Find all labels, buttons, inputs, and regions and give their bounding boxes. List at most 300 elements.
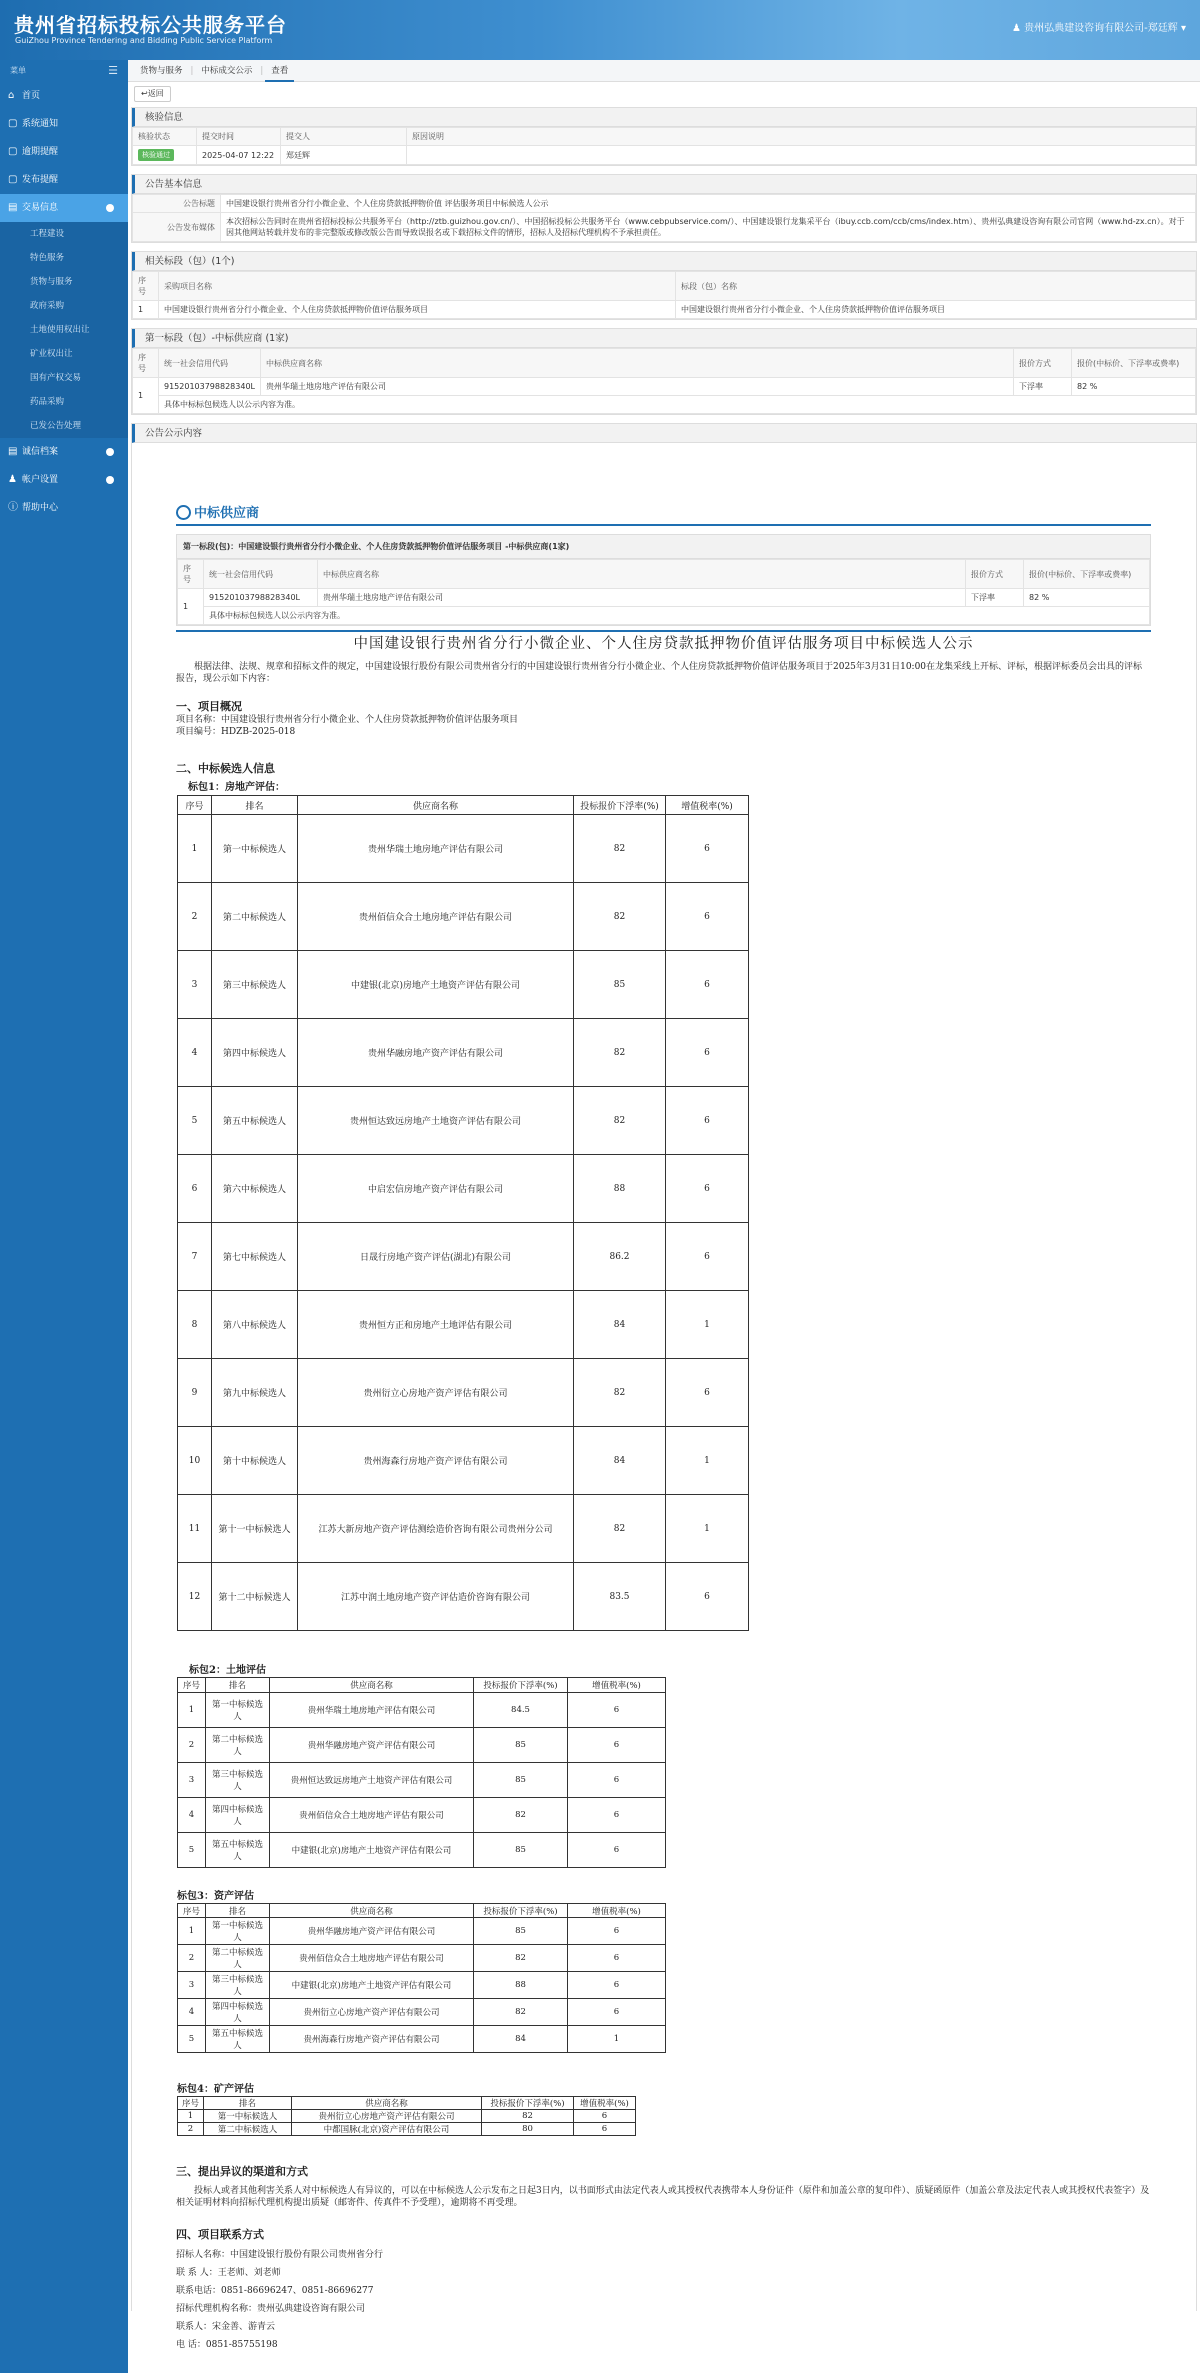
inner-winner-box <box>176 534 1151 626</box>
table-cell: 第三中标候选人 <box>206 1763 270 1798</box>
table-cell: 6 <box>666 1359 749 1427</box>
table-cell: 第五中标候选人 <box>206 2026 270 2053</box>
announcement-title: 中国建设银行贵州省分行小微企业、个人住房贷款抵押物价值 评估服务项目中标候选人公示 <box>221 195 1196 213</box>
table-cell: 6 <box>178 1155 212 1223</box>
candidates-section <box>176 760 1151 793</box>
table-cell: 1 <box>178 1693 206 1728</box>
monitor-icon: ▢ <box>8 146 18 157</box>
user-icon: ♟ <box>8 474 17 485</box>
table-cell: 贵州海森行房地产资产评估有限公司 <box>298 1427 574 1495</box>
package-title: 标包3：资产评估 <box>177 1891 254 1902</box>
table-cell: 1 <box>568 2026 666 2053</box>
table-cell: 第四中标候选人 <box>206 1798 270 1833</box>
table-row <box>178 1728 666 1763</box>
col-header: 采购项目名称 <box>159 272 676 301</box>
col-header: 排名 <box>206 1678 270 1693</box>
table-cell: 第一中标候选人 <box>206 1918 270 1945</box>
table-row <box>178 1693 666 1728</box>
sidebar-item-help[interactable] <box>0 494 128 522</box>
table-cell: 贵州华瑞土地房地产评估有限公司 <box>298 815 574 883</box>
table-cell: 中国建设银行贵州省分行小微企业、个人住房贷款抵押物价值评估服务项目 <box>676 301 1196 319</box>
table-cell: 贵州华融房地产资产评估有限公司 <box>270 1728 474 1763</box>
sidebar-sub-goods[interactable]: 货物与服务 <box>0 270 128 294</box>
sidebar-item-label: 逾期提醒 <box>22 147 59 157</box>
project-name: 项目名称：中国建设银行贵州省分行小微企业、个人住房贷款抵押物价值评估服务项目 <box>176 715 519 725</box>
menu-toggle-icon[interactable]: ☰ <box>108 64 118 77</box>
table-cell: 5 <box>178 2026 206 2053</box>
table-cell: 3 <box>178 1972 206 1999</box>
table-row <box>178 1359 749 1427</box>
expand-dot-icon <box>106 204 114 212</box>
table-row <box>178 1798 666 1833</box>
winner-table <box>132 348 1196 414</box>
platform-subtitle: GuiZhou Province Tendering and Bidding Public Service Platform <box>15 36 273 45</box>
table-cell: 86.2 <box>574 1223 666 1291</box>
sidebar-item-credit[interactable] <box>0 438 128 466</box>
table-cell: 第一中标候选人 <box>204 2110 292 2123</box>
package1-table <box>177 795 749 1631</box>
sidebar-item-trade[interactable] <box>0 194 128 222</box>
package-title: 标包1：房地产评估： <box>188 782 285 793</box>
col-header: 投标报价下浮率(%) <box>574 796 666 815</box>
table-cell: 第三中标候选人 <box>212 951 298 1019</box>
user-menu[interactable] <box>1012 19 1186 34</box>
review-panel <box>131 107 1197 166</box>
table-cell: 贵州华融房地产资产评估有限公司 <box>270 1918 474 1945</box>
table-cell: 第五中标候选人 <box>212 1087 298 1155</box>
caret-down-icon: ▾ <box>1180 23 1186 34</box>
table-cell: 1 <box>666 1291 749 1359</box>
table-cell: 贵州衍立心房地产资产评估有限公司 <box>292 2110 482 2123</box>
table-cell: 贵州华瑞土地房地产评估有限公司 <box>318 589 966 607</box>
col-header: 报价(中标价、下浮率或费率) <box>1072 349 1196 378</box>
table-cell: 6 <box>574 2110 636 2123</box>
col-header: 序号 <box>133 349 159 378</box>
divider <box>176 524 1151 526</box>
table-cell: 91520103798828340L <box>159 378 261 396</box>
table-row <box>178 1972 666 1999</box>
table-cell: 第十一中标候选人 <box>212 1495 298 1563</box>
intro-text: 根据法律、法规、规章和招标文件的规定，中国建设银行股份有限公司贵州省分行的中国建设银行贵州省分行小微企业、个人住房贷款抵押物价值评估服务项目于2025年3月31日10:00在龙集采线上开标、评标，根据评标委员会出具的评标报告，现公示如下内容： <box>176 662 1143 684</box>
review-table <box>132 127 1196 165</box>
table-cell: 9 <box>178 1359 212 1427</box>
package-title: 标包2：土地评估 <box>189 1665 266 1676</box>
table-cell: 江苏大新房地产资产评估测绘造价咨询有限公司贵州分公司 <box>298 1495 574 1563</box>
sidebar-item-publish[interactable] <box>0 166 128 194</box>
sidebar-item-home[interactable] <box>0 82 128 110</box>
archive-icon: ▤ <box>8 446 18 457</box>
table-cell: 82 <box>474 1945 568 1972</box>
table-row <box>178 2123 636 2136</box>
table-cell: 贵州华瑞土地房地产评估有限公司 <box>261 378 1014 396</box>
table-cell: 6 <box>568 1833 666 1868</box>
logo-ring-icon <box>176 505 191 520</box>
table-row <box>178 1999 666 2026</box>
table-row <box>178 815 749 883</box>
table-cell: 6 <box>666 1563 749 1631</box>
table-cell: 1 <box>178 2110 204 2123</box>
contact-line: 电 话：0851-85755198 <box>176 2340 278 2350</box>
sidebar-sub-drug[interactable]: 药品采购 <box>0 390 128 414</box>
table-cell: 贵州恒达致远房地产土地资产评估有限公司 <box>298 1087 574 1155</box>
announcement-document <box>176 502 1151 632</box>
reason-cell <box>407 146 1196 165</box>
sidebar-item-label: 发布提醒 <box>22 175 59 185</box>
table-cell: 85 <box>474 1918 568 1945</box>
contact-line: 联系人：宋金善、游青云 <box>176 2322 276 2332</box>
table-cell: 84.5 <box>474 1693 568 1728</box>
table-row <box>178 1563 749 1631</box>
package4-table <box>177 2096 636 2136</box>
table-cell: 84 <box>474 2026 568 2053</box>
main-title: 中国建设银行贵州省分行小微企业、个人住房贷款抵押物价值评估服务项目中标候选人公示 <box>353 636 974 652</box>
table-cell: 6 <box>666 951 749 1019</box>
contact-line: 招标代理机构名称：贵州弘典建设咨询有限公司 <box>176 2304 366 2314</box>
table-cell: 6 <box>666 1223 749 1291</box>
table-cell: 82 <box>574 1019 666 1087</box>
table-cell: 12 <box>178 1563 212 1631</box>
table-row <box>178 1019 749 1087</box>
col-header: 序号 <box>178 2097 204 2110</box>
back-label: 返回 <box>147 89 164 98</box>
help-icon: ⓘ <box>8 502 18 513</box>
tab-goods[interactable]: 货物与服务 <box>140 66 183 76</box>
sidebar-item-label: 首页 <box>22 91 41 101</box>
sidebar-sub-gov[interactable]: 政府采购 <box>0 294 128 318</box>
table-cell: 82 <box>474 1798 568 1833</box>
field-label: 公告标题 <box>133 195 221 213</box>
col-header: 供应商名称 <box>270 1904 474 1918</box>
table-cell: 第四中标候选人 <box>206 1999 270 2026</box>
table-cell: 82 <box>574 815 666 883</box>
table-cell: 6 <box>568 1693 666 1728</box>
sidebar <box>0 60 128 2373</box>
back-button[interactable] <box>134 86 171 102</box>
sidebar-sub-mining[interactable]: 矿业权出让 <box>0 342 128 366</box>
table-row <box>178 1291 749 1359</box>
announcement-body <box>176 632 1151 685</box>
table-cell: 第二中标候选人 <box>204 2123 292 2136</box>
table-cell: 1 <box>178 815 212 883</box>
sidebar-item-notice[interactable] <box>0 110 128 138</box>
table-cell: 贵州海森行房地产资产评估有限公司 <box>270 2026 474 2053</box>
col-header: 提交人 <box>281 128 407 146</box>
table-cell: 3 <box>178 951 212 1019</box>
tab-view[interactable]: 查看 <box>265 60 294 82</box>
table-cell: 85 <box>474 1728 568 1763</box>
table-cell: 中国建设银行贵州省分行小微企业、个人住房贷款抵押物价值评估服务项目 <box>159 301 676 319</box>
table-cell: 3 <box>178 1763 206 1798</box>
menu-label: 菜单 <box>10 66 26 75</box>
project-number: 项目编号：HDZB-2025-018 <box>176 727 296 737</box>
basic-info-panel <box>131 174 1197 243</box>
col-header: 投标报价下浮率(%) <box>474 1904 568 1918</box>
section-heading: 四、项目联系方式 <box>176 2228 264 2241</box>
logo-text: 中标供应商 <box>194 506 260 521</box>
col-header: 中标供应商名称 <box>261 349 1014 378</box>
table-cell: 贵州佰信众合土地房地产评估有限公司 <box>298 883 574 951</box>
table-cell: 第二中标候选人 <box>212 883 298 951</box>
table-cell: 贵州华瑞土地房地产评估有限公司 <box>270 1693 474 1728</box>
col-header: 序号 <box>178 1678 206 1693</box>
tab-separator: | <box>190 66 194 76</box>
col-header: 供应商名称 <box>270 1678 474 1693</box>
sidebar-sub-engineering[interactable]: 工程建设 <box>0 222 128 246</box>
table-cell: 贵州衍立心房地产资产评估有限公司 <box>298 1359 574 1427</box>
table-cell: 第二中标候选人 <box>206 1728 270 1763</box>
media-text: 本次招标公告同时在贵州省招标投标公共服务平台（http://ztb.guizhou.gov.cn/）、中国招标投标公共服务平台（www.cebpubservice.com/）、中国建设银行龙集采平台（ibuy.ccb.com/ccb/cms/index.htm）、贵州弘典建设咨询有限公司官网（www.hd-zx.cn）。对于因其他网站转载并发布的非完整版或修改版公告而导致误报名或下载招标文件的情形，招标人及招标代理机构不予承担责任。 <box>221 213 1196 242</box>
sections-panel <box>131 251 1197 320</box>
table-cell: 1 <box>666 1427 749 1495</box>
package-title: 标包4：矿产评估 <box>177 2084 254 2095</box>
back-arrow-icon: ↩ <box>141 89 148 98</box>
status-cell <box>133 146 197 165</box>
table-cell: 第三中标候选人 <box>206 1972 270 1999</box>
table-cell: 85 <box>474 1763 568 1798</box>
section-heading: 一、项目概况 <box>176 700 242 713</box>
user-icon: ♟ <box>1012 23 1025 34</box>
user-name: 贵州弘典建设咨询有限公司-郑廷辉 <box>1024 23 1178 34</box>
col-header: 报价(中标价、下浮率或费率) <box>1024 560 1150 589</box>
table-cell: 6 <box>666 1087 749 1155</box>
panel-title: 公告公示内容 <box>132 424 1196 443</box>
table-cell: 6 <box>574 2123 636 2136</box>
panel-title: 第一标段（包）-中标供应商 (1家) <box>132 329 1196 348</box>
table-cell: 江苏中润土地房地产资产评估造价咨询有限公司 <box>298 1563 574 1631</box>
table-cell: 80 <box>482 2123 574 2136</box>
expand-dot-icon <box>106 476 114 484</box>
table-cell: 6 <box>568 1798 666 1833</box>
table-row <box>178 1833 666 1868</box>
table-row <box>178 1223 749 1291</box>
expand-dot-icon <box>106 448 114 456</box>
col-header: 统一社会信用代码 <box>204 560 318 589</box>
package2-table <box>177 1677 666 1868</box>
table-cell: 中建银(北京)房地产土地资产评估有限公司 <box>298 951 574 1019</box>
tab-bar <box>128 60 1200 82</box>
table-row <box>178 2110 636 2123</box>
panel-title: 核验信息 <box>132 108 1196 127</box>
table-cell: 中建银(北京)房地产土地资产评估有限公司 <box>270 1833 474 1868</box>
status-badge: 核验通过 <box>138 149 174 161</box>
contact-line: 招标人名称：中国建设银行股份有限公司贵州省分行 <box>176 2250 384 2260</box>
table-row <box>178 1495 749 1563</box>
table-cell: 第九中标候选人 <box>212 1359 298 1427</box>
table-cell: 第十二中标候选人 <box>212 1563 298 1631</box>
col-header: 序号 <box>178 1904 206 1918</box>
table-cell: 6 <box>568 1972 666 1999</box>
table-cell: 8 <box>178 1291 212 1359</box>
table-cell: 6 <box>568 1728 666 1763</box>
col-header: 供应商名称 <box>298 796 574 815</box>
section-heading: 三、提出异议的渠道和方式 <box>176 2165 308 2178</box>
table-cell: 82 <box>474 1999 568 2026</box>
table-note: 具体中标标包候选人以公示内容为准。 <box>204 607 1150 625</box>
objection-text: 投标人或者其他利害关系人对中标候选人有异议的，可以在中标候选人公示发布之日起3日内，以书面形式由法定代表人或其授权代表携带本人身份证件（原件和加盖公章的复印件）、质疑函原件（加盖公章及法定代表人或其授权代表签字）及相关证明材料向招标代理机构提出质疑（邮寄件、传真件不予受理），逾期将不再受理。 <box>176 2186 1150 2208</box>
sidebar-sub-published[interactable]: 已发公告处理 <box>0 414 128 438</box>
table-cell: 4 <box>178 1798 206 1833</box>
table-cell: 中都国脉(北京)资产评估有限公司 <box>292 2123 482 2136</box>
table-cell: 88 <box>574 1155 666 1223</box>
table-cell: 贵州佰信众合土地房地产评估有限公司 <box>270 1945 474 1972</box>
panel-title: 公告基本信息 <box>132 175 1196 194</box>
col-header: 报价方式 <box>966 560 1024 589</box>
table-cell: 6 <box>666 1019 749 1087</box>
table-cell: 82 <box>482 2110 574 2123</box>
objection-section <box>176 2163 1151 2209</box>
table-row <box>178 951 749 1019</box>
col-header: 核验状态 <box>133 128 197 146</box>
package3-table <box>177 1903 666 2053</box>
contact-section <box>176 2226 1151 2354</box>
table-cell: 82 <box>574 1495 666 1563</box>
table-cell: 7 <box>178 1223 212 1291</box>
table-cell: 2 <box>178 883 212 951</box>
table-row <box>178 1763 666 1798</box>
top-header <box>0 0 1200 60</box>
table-cell: 82 % <box>1072 378 1196 396</box>
table-row <box>178 883 749 951</box>
folder-icon: ▤ <box>8 202 18 213</box>
tab-announcement[interactable]: 中标成交公示 <box>201 66 253 76</box>
col-header: 增值税率(%) <box>568 1678 666 1693</box>
toolbar <box>128 82 1200 104</box>
table-cell: 第五中标候选人 <box>206 1833 270 1868</box>
table-cell: 10 <box>178 1427 212 1495</box>
table-cell: 1 <box>133 301 159 319</box>
table-cell: 贵州衍立心房地产资产评估有限公司 <box>270 1999 474 2026</box>
table-cell: 第一中标候选人 <box>206 1693 270 1728</box>
sidebar-sub-property[interactable]: 国有产权交易 <box>0 366 128 390</box>
col-header: 序号 <box>178 796 212 815</box>
time-cell: 2025-04-07 12:22 <box>197 146 281 165</box>
col-header: 标段（包）名称 <box>676 272 1196 301</box>
table-cell: 贵州恒方正和房地产土地评估有限公司 <box>298 1291 574 1359</box>
col-header: 序号 <box>133 272 159 301</box>
sidebar-sub-land[interactable]: 土地使用权出让 <box>0 318 128 342</box>
winner-panel <box>131 328 1197 415</box>
sidebar-item-label: 帐户设置 <box>22 475 59 485</box>
table-row <box>178 1427 749 1495</box>
sidebar-item-label: 诚信档案 <box>22 447 59 457</box>
table-cell: 85 <box>474 1833 568 1868</box>
table-cell: 88 <box>474 1972 568 1999</box>
table-cell: 第七中标候选人 <box>212 1223 298 1291</box>
col-header: 增值税率(%) <box>568 1904 666 1918</box>
table-row <box>178 1155 749 1223</box>
table-row <box>178 2026 666 2053</box>
table-cell: 6 <box>568 1763 666 1798</box>
col-header: 排名 <box>204 2097 292 2110</box>
col-header: 增值税率(%) <box>574 2097 636 2110</box>
table-cell: 第八中标候选人 <box>212 1291 298 1359</box>
table-cell: 85 <box>574 951 666 1019</box>
table-cell: 第一中标候选人 <box>212 815 298 883</box>
table-cell: 第六中标候选人 <box>212 1155 298 1223</box>
basic-info-table <box>132 194 1196 242</box>
table-cell: 82 <box>574 883 666 951</box>
sidebar-item-overdue[interactable] <box>0 138 128 166</box>
section-heading: 二、中标候选人信息 <box>176 762 275 775</box>
col-header: 报价方式 <box>1014 349 1072 378</box>
table-cell: 82 % <box>1024 589 1150 607</box>
inner-winner-table <box>177 559 1150 625</box>
table-cell: 下浮率 <box>1014 378 1072 396</box>
table-cell: 5 <box>178 1087 212 1155</box>
table-cell: 6 <box>568 1999 666 2026</box>
platform-title: 贵州省招标投标公共服务平台 <box>14 13 287 37</box>
project-overview <box>176 698 1151 738</box>
table-cell: 84 <box>574 1427 666 1495</box>
col-header: 中标供应商名称 <box>318 560 966 589</box>
table-note: 具体中标标包候选人以公示内容为准。 <box>159 396 1196 414</box>
table-cell: 4 <box>178 1019 212 1087</box>
col-header: 序号 <box>178 560 204 589</box>
table-cell: 日晟行房地产资产评估(湖北)有限公司 <box>298 1223 574 1291</box>
col-header: 供应商名称 <box>292 2097 482 2110</box>
table-cell: 1 <box>178 589 204 625</box>
contact-line: 联系电话：0851-86696247、0851-86696277 <box>176 2286 374 2296</box>
table-row <box>178 1918 666 1945</box>
tab-separator: | <box>260 66 264 76</box>
monitor-icon: ▢ <box>8 174 18 185</box>
table-cell: 1 <box>178 1918 206 1945</box>
table-cell: 2 <box>178 1945 206 1972</box>
table-cell: 6 <box>666 883 749 951</box>
table-cell: 贵州华融房地产资产评估有限公司 <box>298 1019 574 1087</box>
table-cell: 1 <box>666 1495 749 1563</box>
table-cell: 贵州佰信众合土地房地产评估有限公司 <box>270 1798 474 1833</box>
table-cell: 91520103798828340L <box>204 589 318 607</box>
table-cell: 6 <box>666 815 749 883</box>
col-header: 原因说明 <box>407 128 1196 146</box>
table-cell: 中启宏信房地产资产评估有限公司 <box>298 1155 574 1223</box>
table-cell: 2 <box>178 1728 206 1763</box>
table-cell: 82 <box>574 1087 666 1155</box>
table-cell: 第四中标候选人 <box>212 1019 298 1087</box>
table-cell: 4 <box>178 1999 206 2026</box>
table-cell: 1 <box>133 378 159 414</box>
col-header: 排名 <box>206 1904 270 1918</box>
inner-title: 第一标段(包)：中国建设银行贵州省分行小微企业、个人住房贷款抵押物价值评估服务项目 -中标供应商(1家) <box>177 535 1150 559</box>
sidebar-item-label: 交易信息 <box>22 203 59 213</box>
field-label: 公告发布媒体 <box>133 213 221 242</box>
col-header: 提交时间 <box>197 128 281 146</box>
col-header: 排名 <box>212 796 298 815</box>
sections-table <box>132 271 1196 319</box>
table-cell: 贵州恒达致远房地产土地资产评估有限公司 <box>270 1763 474 1798</box>
contact-line: 联 系 人：王老师、刘老师 <box>176 2268 281 2278</box>
table-cell: 11 <box>178 1495 212 1563</box>
table-cell: 下浮率 <box>966 589 1024 607</box>
table-cell: 83.5 <box>574 1563 666 1631</box>
sidebar-item-label: 帮助中心 <box>22 503 59 513</box>
sidebar-item-account[interactable] <box>0 466 128 494</box>
col-header: 增值税率(%) <box>666 796 749 815</box>
table-cell: 6 <box>568 1945 666 1972</box>
table-cell: 中建银(北京)房地产土地资产评估有限公司 <box>270 1972 474 1999</box>
menu-header <box>0 60 128 82</box>
table-cell: 82 <box>574 1359 666 1427</box>
home-icon: ⌂ <box>8 90 15 101</box>
sidebar-sub-special[interactable]: 特色服务 <box>0 246 128 270</box>
person-cell: 郑廷辉 <box>281 146 407 165</box>
col-header: 统一社会信用代码 <box>159 349 261 378</box>
table-cell: 5 <box>178 1833 206 1868</box>
table-cell: 第二中标候选人 <box>206 1945 270 1972</box>
table-cell: 6 <box>666 1155 749 1223</box>
col-header: 投标报价下浮率(%) <box>482 2097 574 2110</box>
